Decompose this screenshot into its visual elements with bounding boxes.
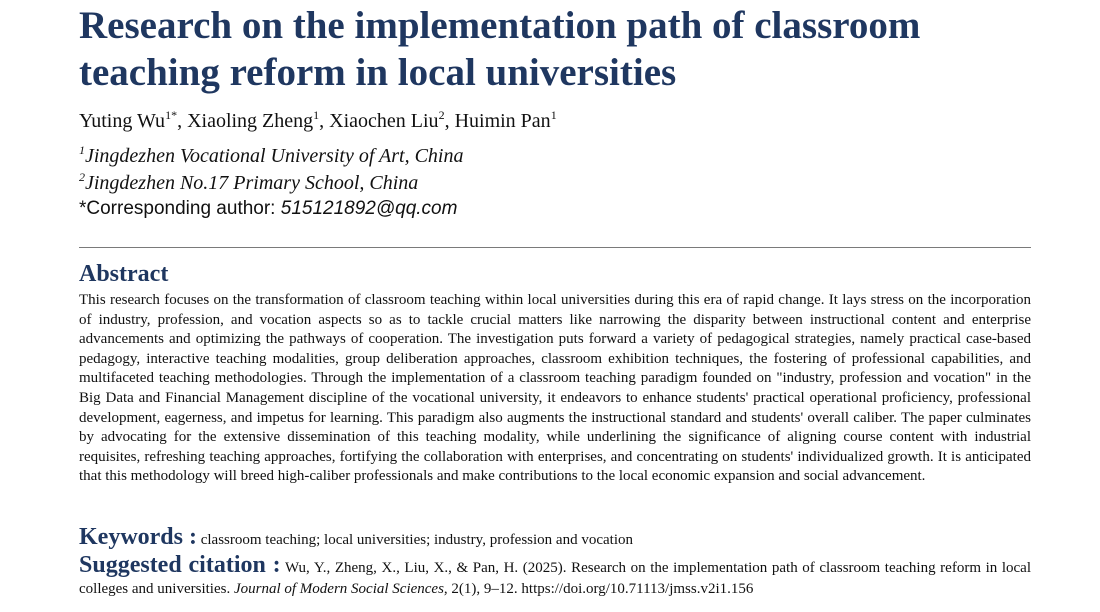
affiliation-1 <box>79 145 463 168</box>
keywords-text: classroom teaching; local universities; industry, profession and vocation <box>200 532 633 548</box>
citation-label: Suggested citation : <box>79 552 281 578</box>
affiliation-mark: 1 <box>79 143 85 157</box>
abstract-heading: Abstract <box>79 261 169 287</box>
citation-section <box>79 552 1031 600</box>
keywords-label: Keywords : <box>79 524 197 550</box>
affiliation-text: Jingdezhen Vocational University of Art, China <box>85 145 464 167</box>
citation-details-link[interactable]: , 2(1), 9–12. https://doi.org/10.71113/jmss.v2i1.156 <box>443 581 754 597</box>
affiliation-text: Jingdezhen No.17 Primary School, China <box>85 172 419 194</box>
author-affiliation-mark: 1 <box>550 108 557 122</box>
author-name: Yuting Wu <box>79 110 166 132</box>
author-name: Xiaoling Zheng <box>187 110 314 132</box>
author-name: Xiaochen Liu <box>329 110 439 132</box>
author-affiliation-mark: 1* <box>165 108 178 122</box>
corresponding-label: *Corresponding author: <box>79 198 281 219</box>
affiliation-2 <box>79 172 418 195</box>
paper-title: Research on the implementation path of classroom teaching reform in local universities <box>79 4 921 94</box>
citation-text: Wu, Y., Zheng, X., Liu, X., & Pan, H. (2025). Research on the implementation path of classroom teaching reform in local colleges and universities. <box>79 560 1031 597</box>
author-affiliation-mark: 2 <box>438 108 445 122</box>
author-list: Yuting $Wu^{1*}$, Xiaoling Zheng$^1$, Xiaochen Liu$^2$, Huimin Pan$^1$ <box>79 108 557 132</box>
corresponding-email-link[interactable]: 515121892@qq.com <box>280 198 458 219</box>
keywords-section <box>79 524 1031 551</box>
author-affiliation-mark: 1 <box>313 108 320 122</box>
abstract-text: This research focuses on the transformation of classroom teaching within local universities during this era of rapid change. It lays stress on the incorporation of industry, profession, and vocation aspects so as to tackle crucial matters like narrowing the disparity between instructional content and enterprise advancements and optimizing the pathways of cooperation. The investigation puts forward a variety of pedagogical strategies, namely practical case-based pedagogy, interactive teaching modalities, group deliberation approaches, classroom exhibition techniques, the fostering of professional capabilities, and multifaceted teaching methodologies. Through the implementation of a classroom teaching paradigm founded on "industry, profession and vocation" in the Big Data and Financial Management discipline of the vocational university, it endeavors to enhance students' practical operational proficiency, professional development, eagerness, and impetus for learning. This paradigm also augments the instructional standard and students' overall caliber. The paper culminates by advocating for the extensive dissemination of this teaching modality, while underlining the significance of aligning course content with industrial requisites, refreshing teaching approaches, fortifying the collaboration with enterprises, and concentrating on students' individualized growth. It is anticipated that this methodology will breed high-caliber professionals and make contributions to the local economic expansion and social advancement. <box>79 292 1031 485</box>
corresponding-author <box>79 198 457 220</box>
citation-journal: Journal of Modern Social Sciences <box>233 581 444 597</box>
affiliation-mark: 2 <box>79 170 85 184</box>
section-divider <box>79 247 1031 248</box>
author-name: Huimin Pan <box>454 110 551 132</box>
